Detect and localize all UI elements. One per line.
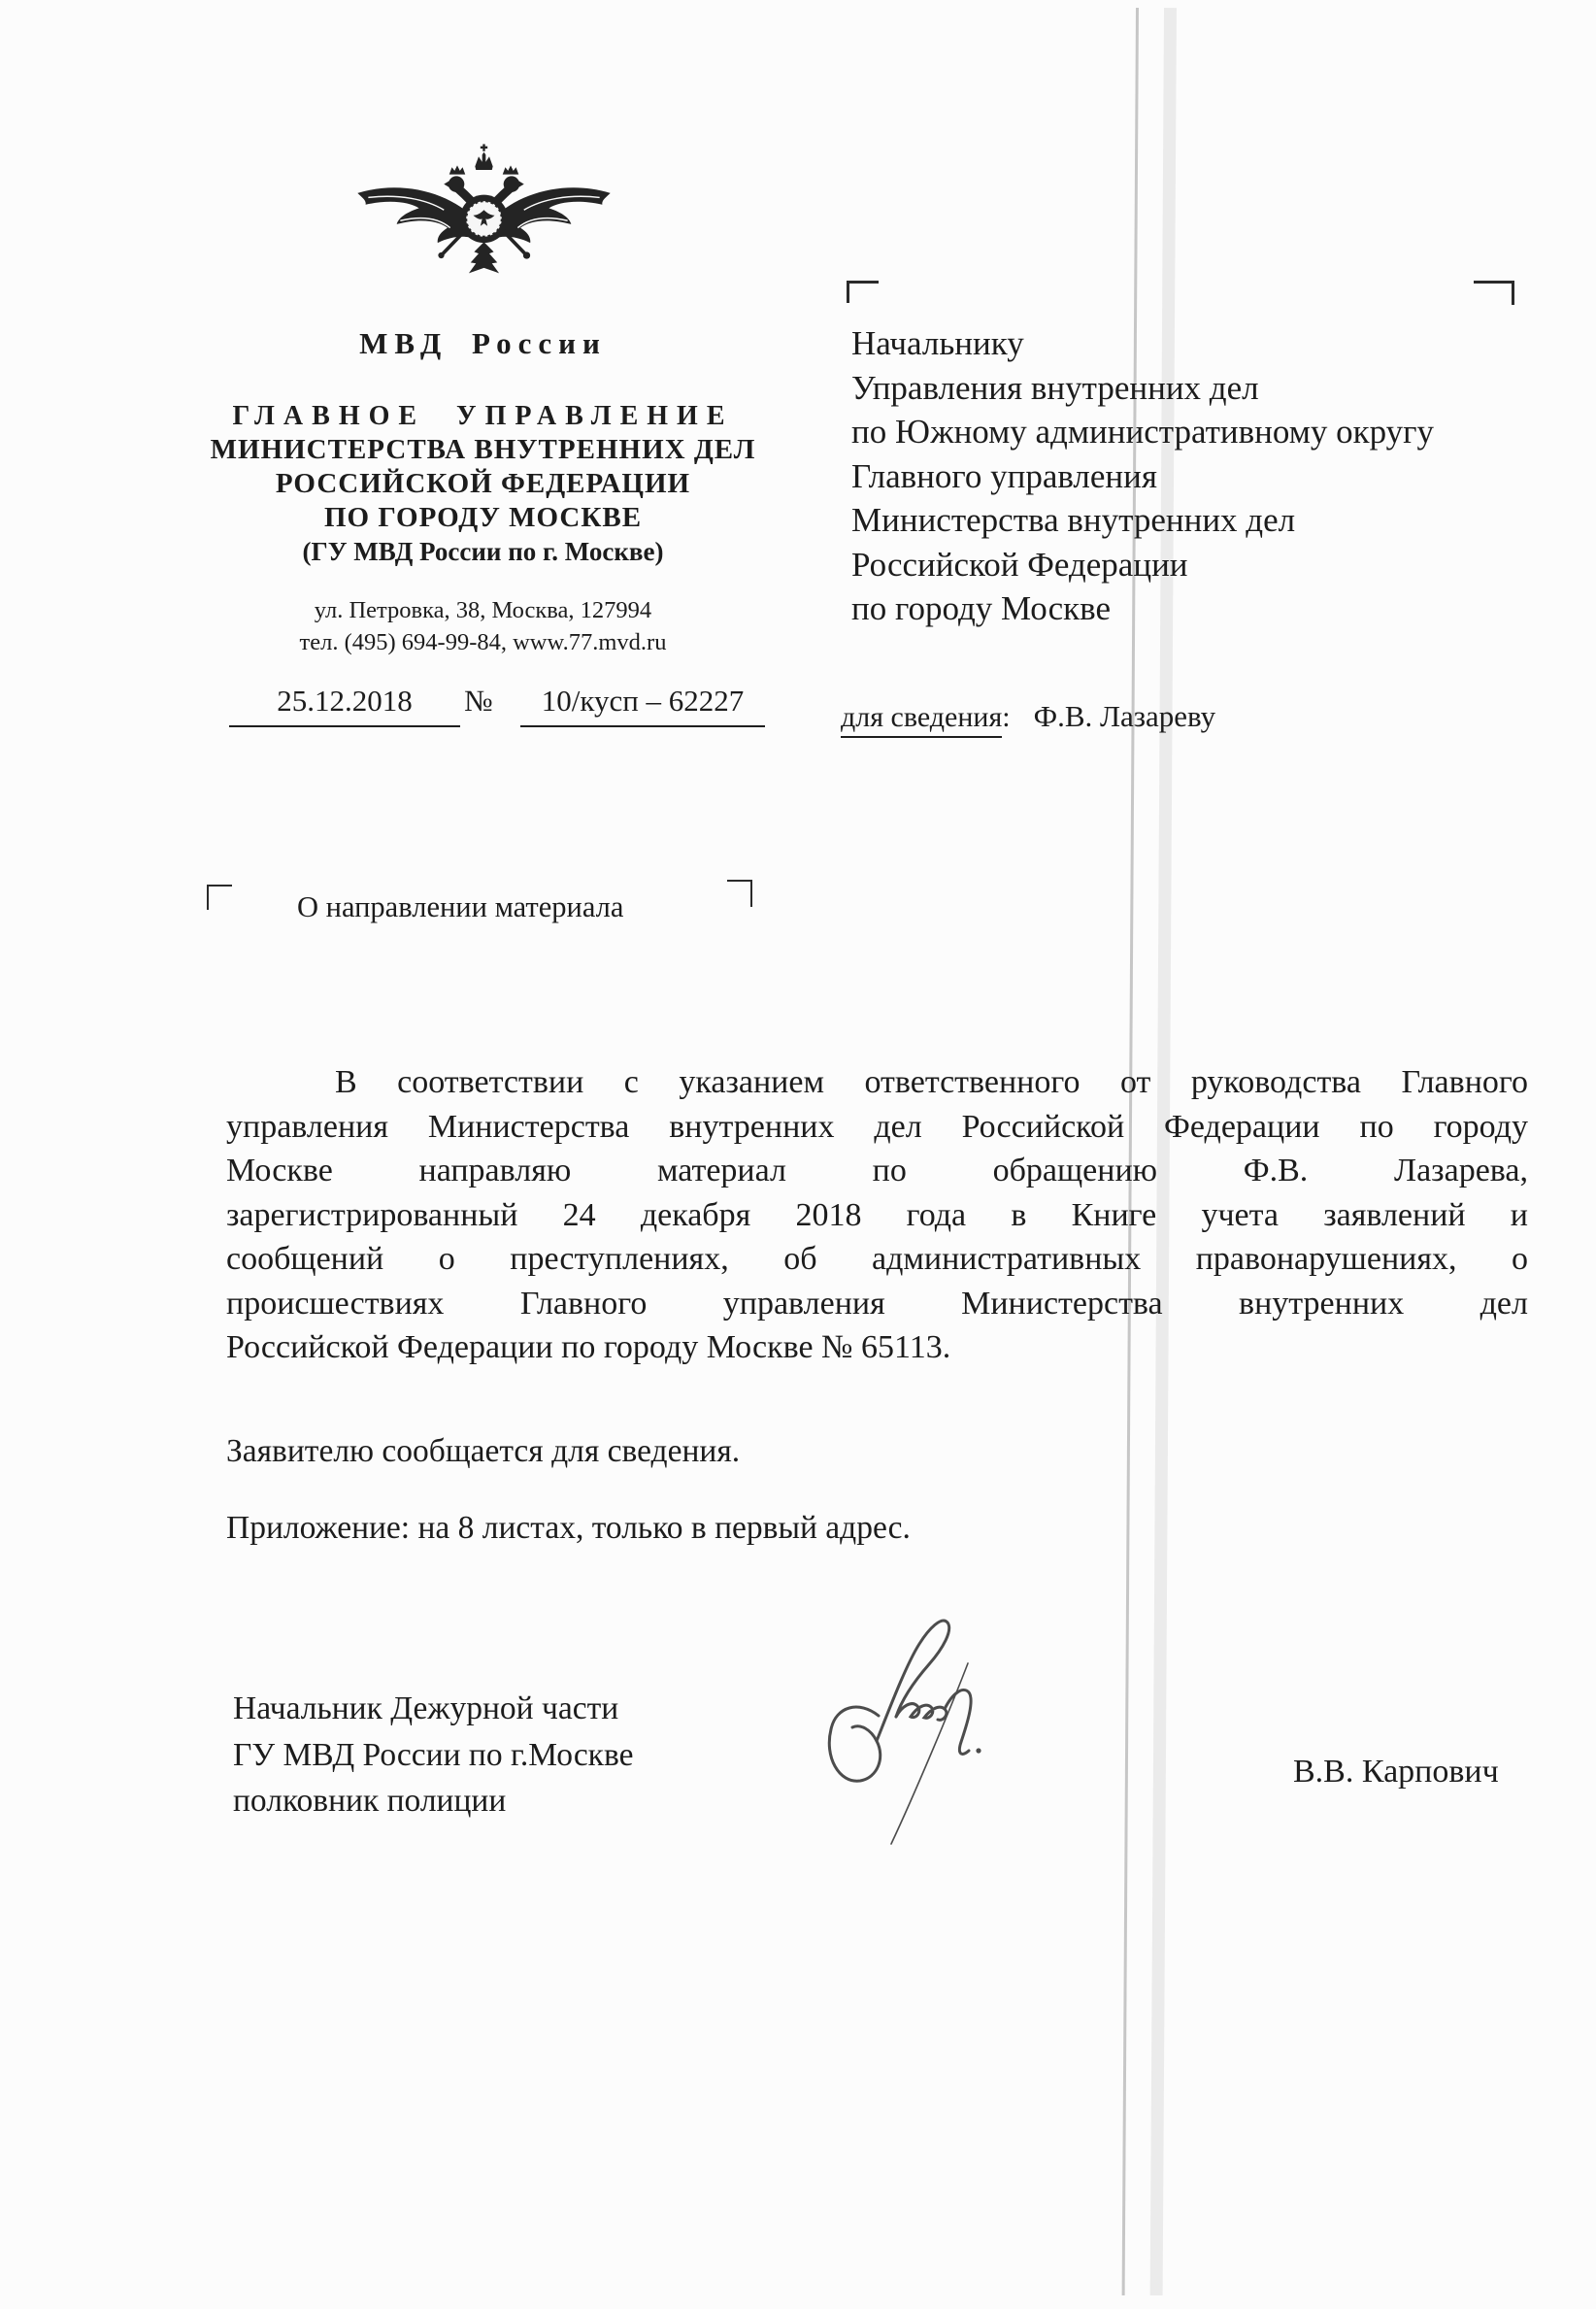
recipient-line-1: Начальнику (851, 324, 1024, 362)
number-sign: № (464, 684, 493, 718)
doc-number-field: 10/кусп – 62227 (520, 684, 765, 727)
fyi-label: для сведения (841, 701, 1002, 738)
letterhead-block (165, 399, 801, 569)
recipient-line-5: Министерства внутренних дел (851, 501, 1296, 539)
org-address (165, 594, 801, 658)
signoff-position-2: ГУ МВД России по г.Москве (233, 1736, 634, 1773)
date-field: 25.12.2018 (229, 684, 460, 727)
body-line-3: Москве направляю материал по обращению Ф.В. Лазарева, (226, 1153, 1528, 1188)
handwritten-signature (820, 1597, 1048, 1869)
recipient-line-3: по Южному административному округу (851, 413, 1435, 451)
body-line-4: зарегистрированный 24 декабря 2018 года в Книге учета заявлений и (226, 1196, 1528, 1233)
signoff-block (233, 1686, 633, 1824)
subject-bracket-right-icon (727, 880, 752, 907)
fyi-name: Ф.В. Лазареву (1033, 699, 1216, 733)
mvd-emblem-icon (350, 142, 617, 284)
corner-bracket-top-right-icon (1474, 281, 1514, 305)
recipient-line-7: по городу Москве (851, 589, 1112, 627)
signoff-position-3: полковник полиции (233, 1783, 507, 1819)
recipient-line-2: Управления внутренних дел (851, 368, 1259, 407)
org-short-title: МВД России (359, 326, 607, 360)
body-line-2: управления Министерства внутренних дел Российской Федерации по городу (226, 1108, 1528, 1145)
body-line-1: В соответствии с указанием ответственного от руководства Главного (335, 1064, 1528, 1100)
recipient-line-4: Главного управления (851, 456, 1157, 495)
signoff-position-1: Начальник Дежурной части (233, 1690, 619, 1726)
letterhead-line-2: МИНИСТЕРСТВА ВНУТРЕННИХ ДЕЛ (210, 434, 756, 465)
corner-bracket-top-left-icon (847, 281, 879, 303)
recipient-block (851, 321, 1512, 631)
body-line-7: Российской Федерации по городу Москве № 65113. (226, 1329, 951, 1365)
subject-bracket-left-icon (207, 885, 232, 910)
body-line-6: происшествиях Главного управления Министерства внутренних дел (226, 1285, 1528, 1322)
letterhead-line-1: ГЛАВНОЕ УПРАВЛЕНИЕ (232, 401, 734, 431)
fyi-colon: : (1002, 701, 1011, 733)
letterhead-line-3: РОССИЙСКОЙ ФЕДЕРАЦИИ (275, 468, 691, 499)
letterhead-line-4: ПО ГОРОДУ МОСКВЕ (323, 502, 643, 533)
letterhead-line-5: (ГУ МВД России по г. Москве) (302, 537, 664, 566)
fyi-line (841, 699, 1215, 734)
recipient-line-6: Российской Федерации (851, 545, 1188, 584)
body-paragraph (226, 1064, 1528, 1374)
signer-name: В.В. Карпович (1293, 1754, 1499, 1790)
body-line-5: сообщений о преступлениях, об административных правонарушениях, о (226, 1241, 1528, 1277)
attachment-line: Приложение: на 8 листах, только в первый адрес. (226, 1510, 911, 1546)
address-line-2: тел. (495) 694-99-84, www.77.mvd.ru (299, 629, 667, 655)
address-line-1: ул. Петровка, 38, Москва, 127994 (314, 597, 652, 623)
notice-line: Заявителю сообщается для сведения. (226, 1433, 741, 1469)
subject-line: О направлении материала (297, 890, 624, 923)
